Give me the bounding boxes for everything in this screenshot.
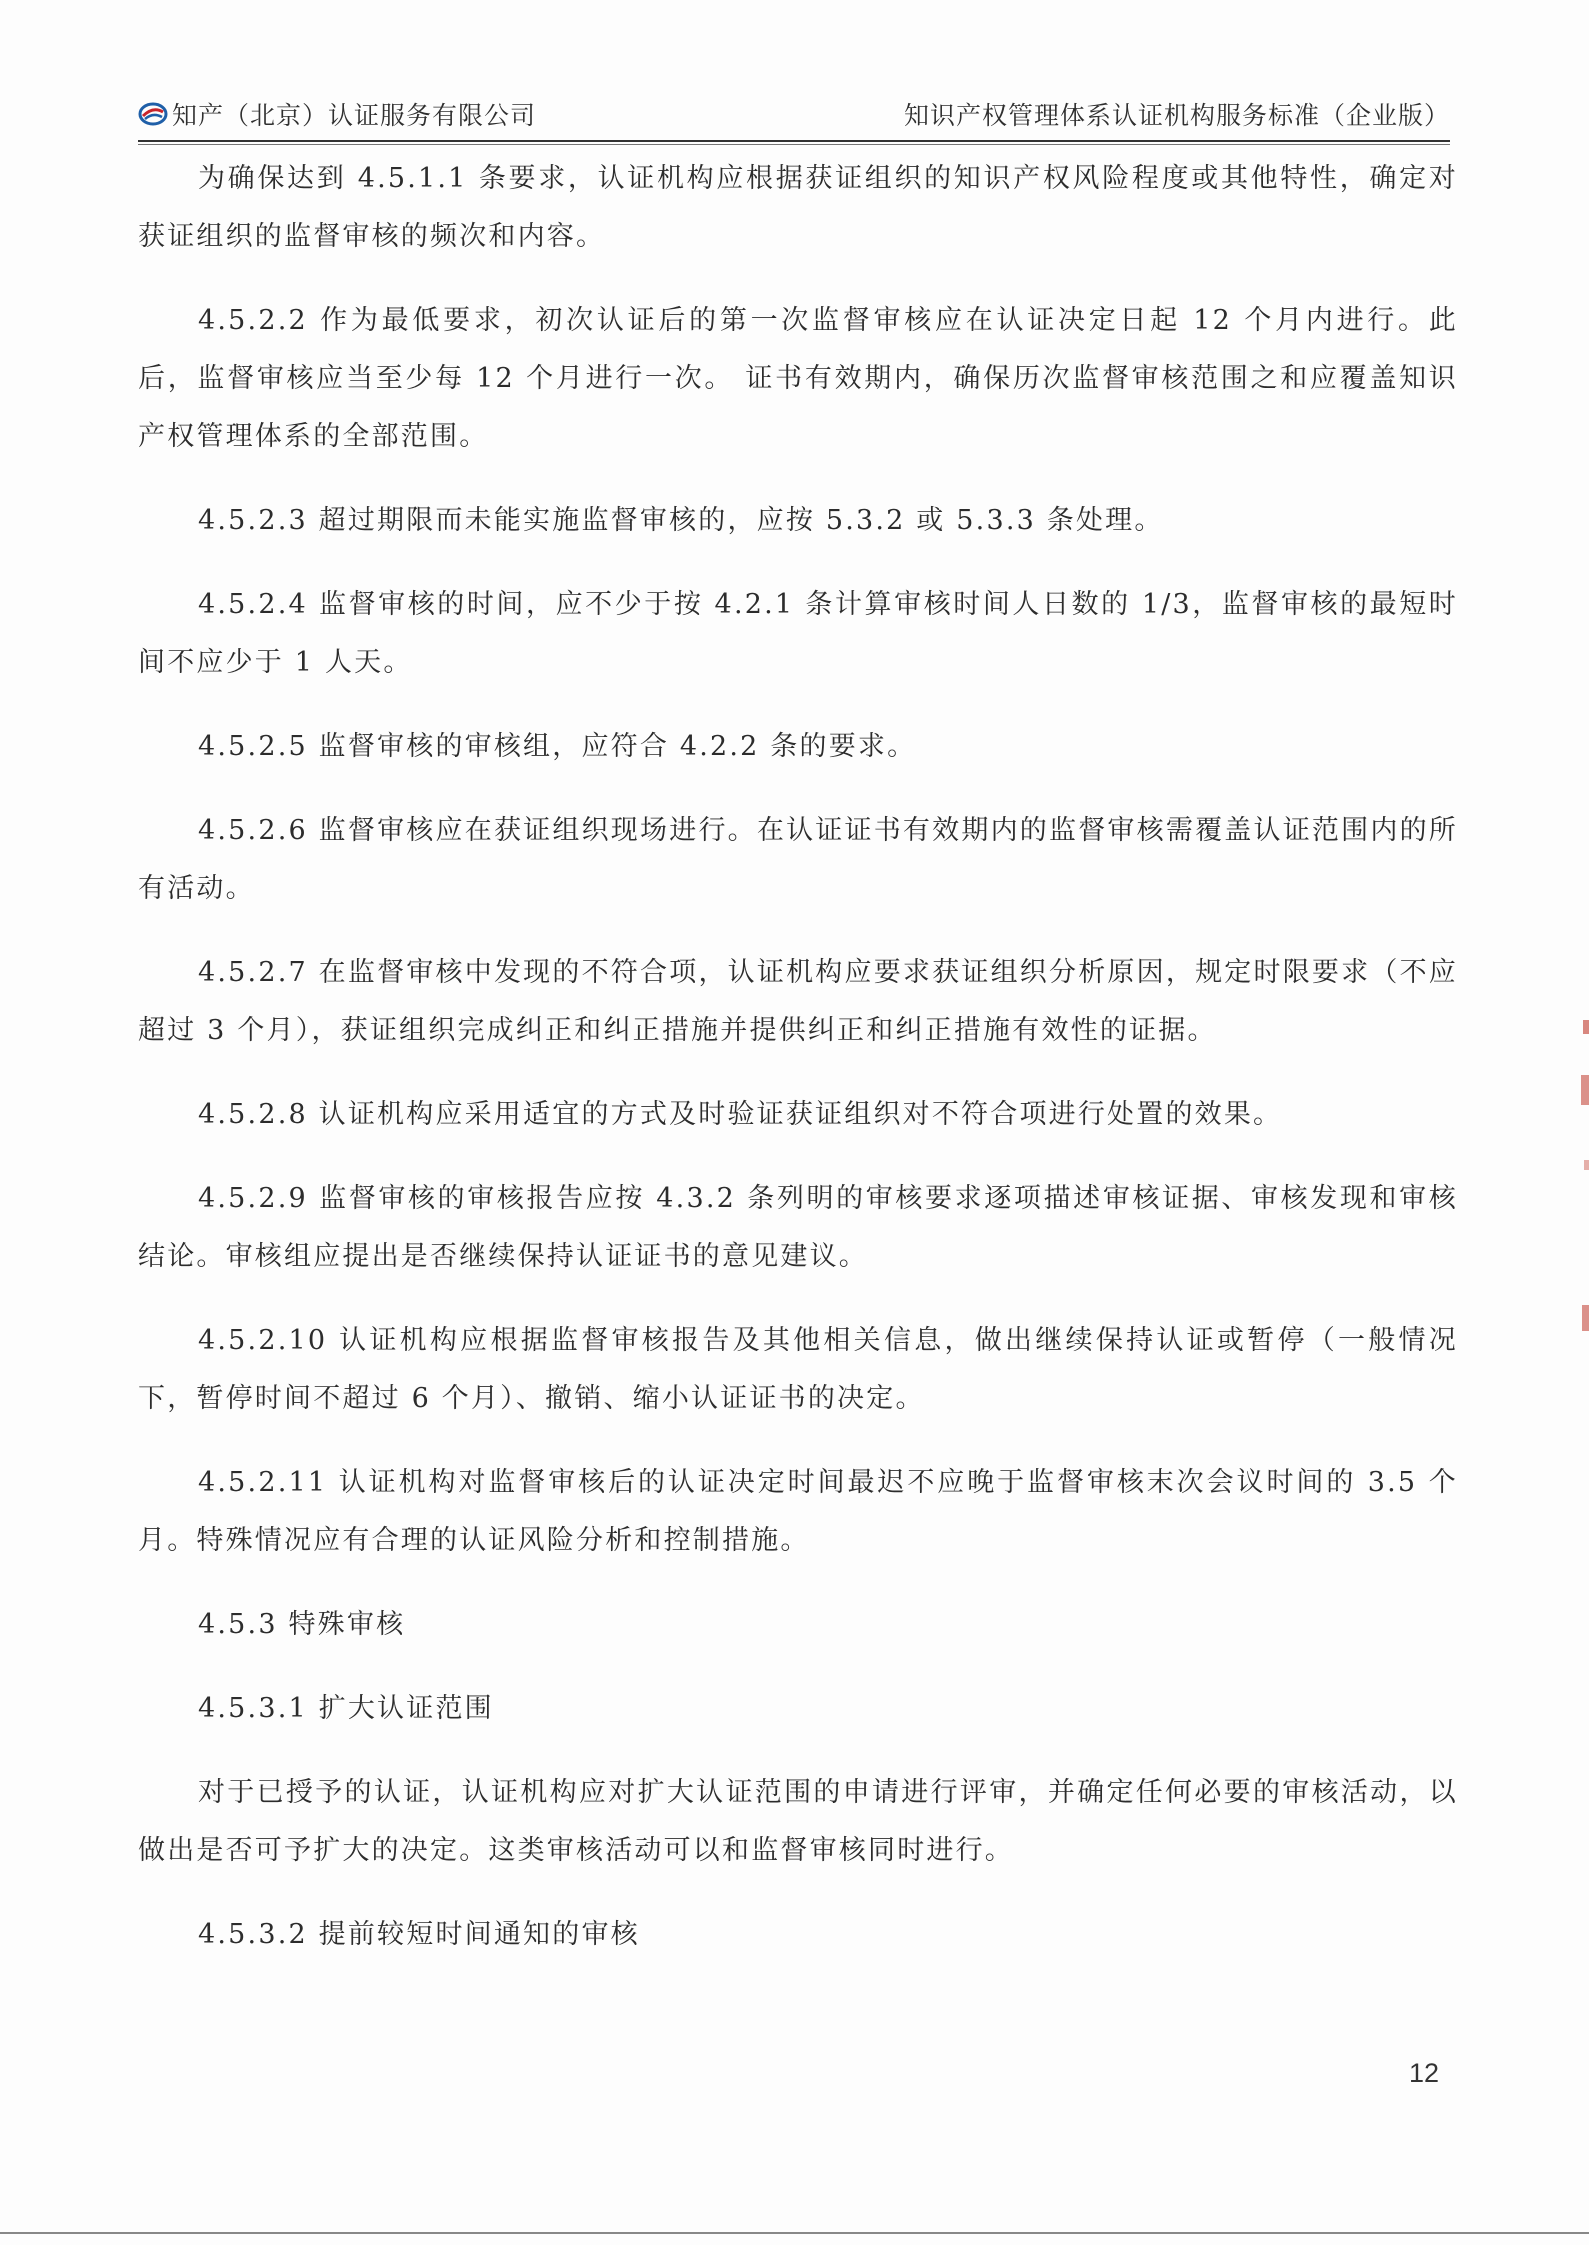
paragraph-4-5-2-10: 4.5.2.10 认证机构应根据监督审核报告及其他相关信息，做出继续保持认证或暂停（一般情况下，暂停时间不超过 6 个月）、撤销、缩小认证证书的决定。 [138,1325,1458,1414]
paragraph-4-5-2-6: 4.5.2.6 监督审核应在获证组织现场进行。在认证证书有效期内的监督审核需覆盖认证范围内的所有活动。 [138,815,1458,904]
seal-edge-mark [1581,1075,1589,1105]
paragraph-4-5-2-4: 4.5.2.4 监督审核的时间，应不少于按 4.2.1 条计算审核时间人日数的 1/3，监督审核的最短时间不应少于 1 人天。 [138,589,1458,678]
heading-4-5-3-1: 4.5.3.1 扩大认证范围 [198,1693,494,1724]
company-logo-icon [138,102,168,126]
heading-4-5-3: 4.5.3 特殊审核 [198,1609,406,1640]
paragraph-4-5-2-9: 4.5.2.9 监督审核的审核报告应按 4.3.2 条列明的审核要求逐项描述审核证据、审核发现和审核结论。审核组应提出是否继续保持认证证书的意见建议。 [138,1183,1458,1272]
seal-edge-mark [1582,1305,1589,1331]
seal-edge-mark [1583,1020,1589,1034]
seal-edge-mark [1584,1160,1589,1170]
heading-4-5-3-2: 4.5.3.2 提前较短时间通知的审核 [198,1919,640,1950]
paragraph-4-5-2-11: 4.5.2.11 认证机构对监督审核后的认证决定时间最迟不应晚于监督审核末次会议时间的 3.5 个月。特殊情况应有合理的认证风险分析和控制措施。 [138,1467,1458,1556]
paragraph-4-5-2-3: 4.5.2.3 超过期限而未能实施监督审核的，应按 5.3.2 或 5.3.3 条处理。 [198,505,1164,536]
page-number: 12 [1408,2058,1439,2088]
paragraph-4-5-2-2: 4.5.2.2 作为最低要求，初次认证后的第一次监督审核应在认证决定日起 12 个月内进行。此后，监督审核应当至少每 12 个月进行一次。 证书有效期内，确保历次监督审核范围之和应覆盖知识产权管理体系的全部范围。 [138,305,1458,452]
paragraph-4-5-2-5: 4.5.2.5 监督审核的审核组，应符合 4.2.2 条的要求。 [198,731,917,762]
header-divider-thin [138,144,1450,145]
paragraph-4-5-2-8: 4.5.2.8 认证机构应采用适宜的方式及时验证获证组织对不符合项进行处置的效果。 [198,1099,1283,1130]
paragraph-4-5-3-1-body: 对于已授予的认证，认证机构应对扩大认证范围的申请进行评审，并确定任何必要的审核活动，以做出是否可予扩大的决定。这类审核活动可以和监督审核同时进行。 [138,1777,1458,1866]
page-header [138,88,1450,138]
header-divider [138,140,1450,142]
document-body [138,150,1458,1990]
page-bottom-edge [0,2232,1589,2234]
document-title: 知识产权管理体系认证机构服务标准（企业版） [903,101,1450,130]
header-company [138,96,536,132]
paragraph-4-5-2-1: 为确保达到 4.5.1.1 条要求，认证机构应根据获证组织的知识产权风险程度或其他特性，确定对获证组织的监督审核的频次和内容。 [138,163,1458,252]
company-name: 知产（北京）认证服务有限公司 [172,101,537,130]
paragraph-4-5-2-7: 4.5.2.7 在监督审核中发现的不符合项，认证机构应要求获证组织分析原因，规定时限要求（不应超过 3 个月），获证组织完成纠正和纠正措施并提供纠正和纠正措施有效性的证据。 [138,957,1458,1046]
